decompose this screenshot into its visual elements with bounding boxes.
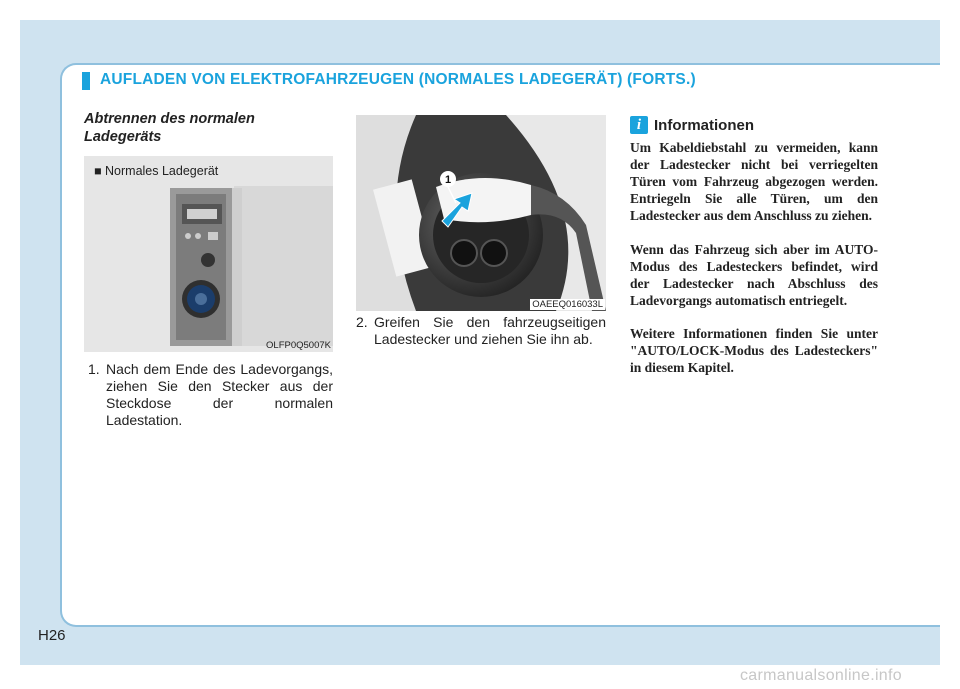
step-item [356,314,606,348]
step-text: Nach dem Ende des Ladevorgangs, ziehen Sie den Stecker aus der Steckdose der normalen Ladestation. [106,361,333,428]
figure-code: OAEEQ016033L [532,299,603,310]
page-number: H26 [38,627,66,644]
step-number: 1. [88,361,100,377]
subsection-heading: Abtrennen des normalen Ladegeräts [84,111,255,145]
vehicle-connector-illustration [356,115,606,311]
vehicle-connector-figure [356,115,606,311]
info-title: Informationen [654,117,754,134]
section-title: AUFLADEN VON ELEKTROFAHRZEUGEN (NORMALES LADEGERÄT) (FORTS.) [100,71,696,88]
figure-code: OLFP0Q5007K [266,340,331,351]
charger-station-figure [84,156,333,352]
info-paragraph: Weitere Informationen finden Sie unter "AUTO/LOCK-Modus des Ladesteckers" in diesem Kapitel. [630,326,878,375]
charger-station-illustration [84,156,333,352]
info-paragraph: Wenn das Fahrzeug sich aber im AUTO-Modus des Ladesteckers befindet, wird der Ladestecker nach Abschluss des Ladevorgangs automatisch entriegelt. [630,242,878,308]
info-icon: i [630,116,648,134]
title-accent-bar [82,72,90,90]
figure-caption: ■ Normales Ladegerät [94,164,219,178]
step-item [88,361,333,429]
info-paragraph: Um Kabeldiebstahl zu vermeiden, kann der Ladestecker nicht bei verriegelten Türen vom Fahrzeug abgezogen werden. Entriegeln Sie alle Türen, um den Ladestecker aus dem Anschluss zu ziehen. [630,140,878,223]
watermark: carmanualsonline.info [740,667,902,684]
callout-number: 1 [444,174,452,186]
step-text: Greifen Sie den fahrzeugseitigen Ladestecker und ziehen Sie ihn ab. [374,314,606,347]
step-number: 2. [356,314,368,330]
